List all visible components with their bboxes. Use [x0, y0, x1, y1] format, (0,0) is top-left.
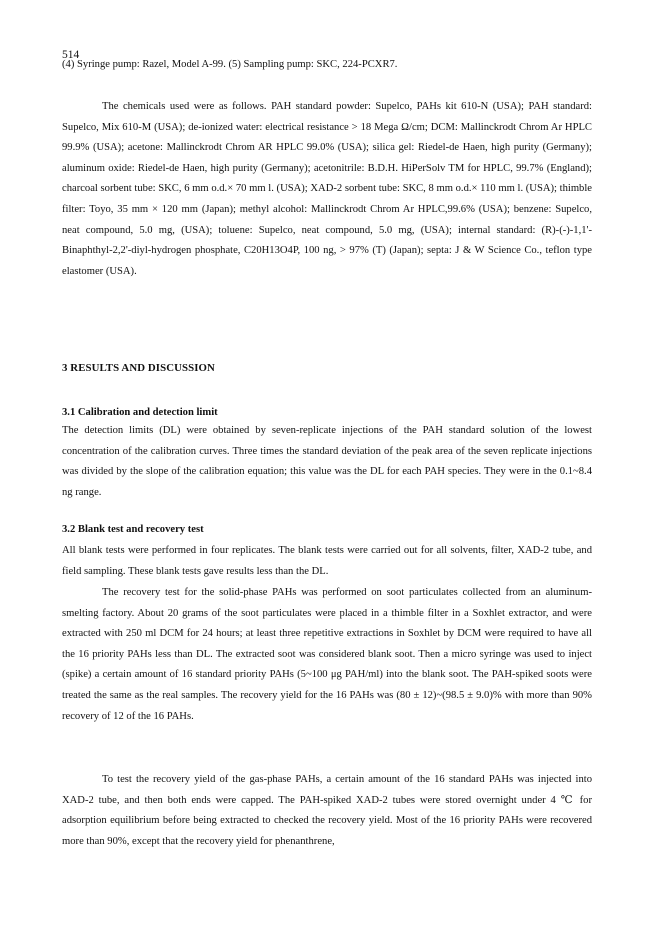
subsection-2-text: All blank tests were performed in four replicates. The blank tests were carried out for all solvents, filter, XAD-2 tube, and field sampling. These blank tests gave results less than the DL. — [62, 545, 592, 577]
subsection-1-text: The detection limits (DL) were obtained by seven-replicate injections of the PAH standard solution of the lowest concentration of the calibration curves. Three times the standard deviation of the peak area of the seven replicate injections was divided by the slope of the calibration equation; this value was the DL for each PAH species. They were in the 0.1~8.4 ng range. — [62, 425, 592, 498]
subsection-2-body — [62, 541, 592, 582]
equipment-text: (4) Syringe pump: Razel, Model A-99. (5) Sampling pump: SKC, 224-PCXR7. — [62, 59, 398, 70]
subsection-1-body — [62, 421, 592, 503]
recovery-paragraph-2 — [62, 770, 592, 852]
recovery-text-1: The recovery test for the solid-phase PAHs was performed on soot particulates collected from an aluminum-smelting factory. About 20 grams of the soot particulates were placed in a thimble filter in a Soxhlet extractor, and were extracted with 250 ml DCM for 24 hours; at least three repetitive extractions in Soxhlet by DCM were required to have all the 16 priority PAHs less than DL. The extracted soot was considered blank soot. Then a micro syringe was used to inject (spike) a certain amount of 16 standard priority PAHs (5~100 μg PAH/ml) into the blank soot. The PAH-spiked soots were treated the same as the real samples. The recovery yield for the 16 PAHs was (80 ± 12)~(98.5 ± 9.0)% with more than 90% recovery of 12 of the 16 PAHs. — [62, 587, 592, 722]
recovery-text-2: To test the recovery yield of the gas-phase PAHs, a certain amount of the 16 standard PAHs was injected into XAD-2 tube, and then both ends were capped. The PAH-spiked XAD-2 tubes were stored overnight under 4 ℃ for adsorption equilibrium before being extracted to checked the recovery yield. Most of the 16 priority PAHs were recovered more than 90%, except that the recovery yield for phenanthrene, — [62, 774, 592, 847]
chemicals-text: The chemicals used were as follows. PAH standard powder: Supelco, PAHs kit 610-N (USA); PAH standard: Supelco, Mix 610-M (USA); de-ionized water: electrical resistance > 18 Mega Ω/cm; DCM: Mallinckrodt Chrom Ar HPLC 99.9% (USA); acetone: Mallinckrodt Chrom AR HPLC 99.0% (USA); silica gel: Riedel-de Haen, high purity (Germany); aluminum oxide: Riedel-de Haen, high purity (Germany); acetonitrile: B.D.H. HiPerSolv TM for HPLC, 99.7% (England); charcoal sorbent tube: SKC, 6 mm o.d.× 70 mm l. (USA); XAD-2 sorbent tube: SKC, 8 mm o.d.× 110 mm l. (USA); thimble filter: Toyo, 35 mm × 120 mm (Japan); methyl alcohol: Mallinckrodt Chrom Ar HPLC,99.6% (USA); benzene: Supelco, neat compound, 5.0 mg, (USA); toluene: Supelco, neat compound, 5.0 mg, (USA); internal standard: (R)-(-)-1,1'-Binaphthyl-2,2'-diyl-hydrogen phosphate, C20H13O4P, 100 ng, > 97% (T) (Japan); septa: J & W Science Co., teflon type elastomer (USA). — [62, 101, 592, 277]
section-title: 3 RESULTS AND DISCUSSION — [62, 362, 215, 374]
recovery-paragraph-1 — [62, 583, 592, 727]
subsection-2-title: 3.2 Blank test and recovery test — [62, 524, 204, 535]
page-number: 514 — [62, 49, 80, 61]
chemicals-paragraph — [62, 97, 592, 282]
equipment-line — [62, 55, 592, 76]
subsection-1-title: 3.1 Calibration and detection limit — [62, 407, 218, 418]
